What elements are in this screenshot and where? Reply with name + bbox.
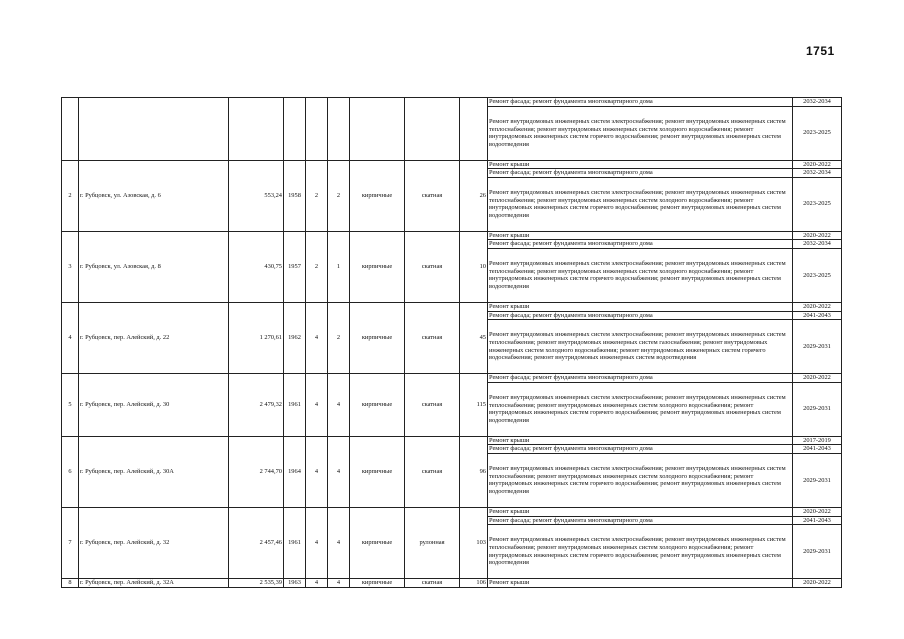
row-number: 4 — [62, 302, 79, 373]
wall-material-cell: кирпичные — [350, 160, 405, 231]
period-cell: 2023-2025 — [793, 248, 842, 302]
floors-cell: 4 — [306, 374, 328, 437]
roof-type-cell: рулонная — [405, 507, 460, 578]
period-cell: 2023-2025 — [793, 106, 842, 160]
work-type-cell: Ремонт крыши — [488, 579, 793, 588]
table-row — [62, 507, 842, 516]
period-cell: 2029-2031 — [793, 525, 842, 579]
period-cell: 2041-2043 — [793, 445, 842, 454]
address-cell: г. Рубцовск, пер. Алейский, д. 30А — [79, 436, 229, 507]
period-cell: 2032-2034 — [793, 240, 842, 249]
entrances-cell: 4 — [328, 507, 350, 578]
area-cell: 2 457,46 — [229, 507, 284, 578]
apartments-cell: 96 — [460, 436, 488, 507]
floors-cell: 4 — [306, 579, 328, 588]
period-cell: 2041-2043 — [793, 516, 842, 525]
apartments-cell: 106 — [460, 579, 488, 588]
floors-cell: 2 — [306, 160, 328, 231]
period-cell: 2029-2031 — [793, 453, 842, 507]
address-cell: г. Рубцовск, пер. Алейский, д. 32А — [79, 579, 229, 588]
work-type-cell: Ремонт внутридомовых инженерных систем электроснабжения; ремонт внутридомовых инженерных систем теплоснабжения; ремонт внутридомовых инженерных систем холодного водоснабжения; ремонт внутридомовых инженерных систем горячего водоснабжения; ремонт внутридомовых инженерных систем водоотведения — [488, 106, 793, 160]
row-number: 8 — [62, 579, 79, 588]
address-cell: г. Рубцовск, пер. Алейский, д. 30 — [79, 374, 229, 437]
row-number: 6 — [62, 436, 79, 507]
row-number — [62, 98, 79, 161]
period-cell: 2023-2025 — [793, 177, 842, 231]
period-cell: 2020-2022 — [793, 374, 842, 383]
work-type-cell: Ремонт внутридомовых инженерных систем электроснабжения; ремонт внутридомовых инженерных систем теплоснабжения; ремонт внутридомовых инженерных систем холодного водоснабжения; ремонт внутридомовых инженерных систем горячего водоснабжения; ремонт внутридомовых инженерных систем водоотведения — [488, 525, 793, 579]
schedule-body — [62, 98, 842, 588]
year-cell: 1961 — [284, 507, 306, 578]
area-cell: 2 535,39 — [229, 579, 284, 588]
work-type-cell: Ремонт внутридомовых инженерных систем электроснабжения; ремонт внутридомовых инженерных систем теплоснабжения; ремонт внутридомовых инженерных систем газоснабжения; ремонт внутридомовых инженерных систем холодного водоснабжения; ремонт внутридомовых инженерных систем горячего водоснабжения; ремонт внутридомовых инженерных систем водоотведения — [488, 320, 793, 374]
wall-material-cell: кирпичные — [350, 374, 405, 437]
entrances-cell: 4 — [328, 374, 350, 437]
period-cell: 2017-2019 — [793, 436, 842, 445]
table-row — [62, 98, 842, 107]
entrances-cell — [328, 98, 350, 161]
row-number: 7 — [62, 507, 79, 578]
address-cell: г. Рубцовск, пер. Алейский, д. 22 — [79, 302, 229, 373]
work-type-cell: Ремонт фасада; ремонт фундамента многоквартирного дома — [488, 374, 793, 383]
wall-material-cell: кирпичные — [350, 231, 405, 302]
entrances-cell: 2 — [328, 160, 350, 231]
work-type-cell: Ремонт крыши — [488, 302, 793, 311]
row-number: 2 — [62, 160, 79, 231]
table-row — [62, 374, 842, 383]
roof-type-cell — [405, 98, 460, 161]
roof-type-cell: скатная — [405, 436, 460, 507]
apartments-cell: 103 — [460, 507, 488, 578]
period-cell: 2020-2022 — [793, 302, 842, 311]
period-cell: 2020-2022 — [793, 160, 842, 169]
work-type-cell: Ремонт крыши — [488, 507, 793, 516]
apartments-cell: 45 — [460, 302, 488, 373]
work-type-cell: Ремонт фасада; ремонт фундамента многоквартирного дома — [488, 311, 793, 320]
wall-material-cell: кирпичные — [350, 302, 405, 373]
wall-material-cell — [350, 98, 405, 161]
entrances-cell: 4 — [328, 579, 350, 588]
work-type-cell: Ремонт крыши — [488, 160, 793, 169]
work-type-cell: Ремонт крыши — [488, 436, 793, 445]
year-cell: 1961 — [284, 374, 306, 437]
period-cell: 2020-2022 — [793, 507, 842, 516]
period-cell: 2032-2034 — [793, 169, 842, 178]
apartments-cell: 115 — [460, 374, 488, 437]
year-cell: 1963 — [284, 579, 306, 588]
apartments-cell: 10 — [460, 231, 488, 302]
entrances-cell: 2 — [328, 302, 350, 373]
year-cell: 1958 — [284, 160, 306, 231]
area-cell: 553,24 — [229, 160, 284, 231]
period-cell: 2029-2031 — [793, 320, 842, 374]
floors-cell: 4 — [306, 507, 328, 578]
work-type-cell: Ремонт фасада; ремонт фундамента многоквартирного дома — [488, 169, 793, 178]
roof-type-cell: скатная — [405, 302, 460, 373]
area-cell: 2 479,32 — [229, 374, 284, 437]
address-cell: г. Рубцовск, ул. Азовская, д. 8 — [79, 231, 229, 302]
floors-cell: 2 — [306, 231, 328, 302]
page-number: 1751 — [806, 44, 835, 58]
table-row — [62, 302, 842, 311]
apartments-cell — [460, 98, 488, 161]
area-cell: 1 270,61 — [229, 302, 284, 373]
area-cell: 2 744,70 — [229, 436, 284, 507]
roof-type-cell: скатная — [405, 231, 460, 302]
address-cell — [79, 98, 229, 161]
floors-cell: 4 — [306, 302, 328, 373]
address-cell: г. Рубцовск, пер. Алейский, д. 32 — [79, 507, 229, 578]
period-cell: 2020-2022 — [793, 231, 842, 240]
address-cell: г. Рубцовск, ул. Азовская, д. 6 — [79, 160, 229, 231]
work-type-cell: Ремонт фасада; ремонт фундамента многоквартирного дома — [488, 98, 793, 107]
year-cell: 1962 — [284, 302, 306, 373]
entrances-cell: 1 — [328, 231, 350, 302]
work-type-cell: Ремонт фасада; ремонт фундамента многоквартирного дома — [488, 240, 793, 249]
table-row — [62, 436, 842, 445]
wall-material-cell: кирпичные — [350, 507, 405, 578]
row-number: 5 — [62, 374, 79, 437]
work-type-cell: Ремонт внутридомовых инженерных систем электроснабжения; ремонт внутридомовых инженерных систем теплоснабжения; ремонт внутридомовых инженерных систем холодного водоснабжения; ремонт внутридомовых инженерных систем горячего водоснабжения; ремонт внутридомовых инженерных систем водоотведения — [488, 248, 793, 302]
period-cell: 2041-2043 — [793, 311, 842, 320]
apartments-cell: 26 — [460, 160, 488, 231]
roof-type-cell: скатная — [405, 374, 460, 437]
work-type-cell: Ремонт фасада; ремонт фундамента многоквартирного дома — [488, 516, 793, 525]
work-type-cell: Ремонт фасада; ремонт фундамента многоквартирного дома — [488, 445, 793, 454]
area-cell: 430,75 — [229, 231, 284, 302]
area-cell — [229, 98, 284, 161]
work-type-cell: Ремонт внутридомовых инженерных систем электроснабжения; ремонт внутридомовых инженерных систем теплоснабжения; ремонт внутридомовых инженерных систем холодного водоснабжения; ремонт внутридомовых инженерных систем горячего водоснабжения; ремонт внутридомовых инженерных систем водоотведения — [488, 177, 793, 231]
wall-material-cell: кирпичные — [350, 436, 405, 507]
year-cell: 1964 — [284, 436, 306, 507]
roof-type-cell: скатная — [405, 160, 460, 231]
roof-type-cell: скатная — [405, 579, 460, 588]
repair-schedule-table — [61, 97, 842, 588]
year-cell: 1957 — [284, 231, 306, 302]
work-type-cell: Ремонт внутридомовых инженерных систем электроснабжения; ремонт внутридомовых инженерных систем теплоснабжения; ремонт внутридомовых инженерных систем холодного водоснабжения; ремонт внутридомовых инженерных систем горячего водоснабжения; ремонт внутридомовых инженерных систем водоотведения — [488, 382, 793, 436]
year-cell — [284, 98, 306, 161]
period-cell: 2029-2031 — [793, 382, 842, 436]
work-type-cell: Ремонт крыши — [488, 231, 793, 240]
entrances-cell: 4 — [328, 436, 350, 507]
work-type-cell: Ремонт внутридомовых инженерных систем электроснабжения; ремонт внутридомовых инженерных систем теплоснабжения; ремонт внутридомовых инженерных систем холодного водоснабжения; ремонт внутридомовых инженерных систем горячего водоснабжения; ремонт внутридомовых инженерных систем водоотведения — [488, 453, 793, 507]
period-cell: 2032-2034 — [793, 98, 842, 107]
floors-cell — [306, 98, 328, 161]
row-number: 3 — [62, 231, 79, 302]
wall-material-cell: кирпичные — [350, 579, 405, 588]
period-cell: 2020-2022 — [793, 579, 842, 588]
floors-cell: 4 — [306, 436, 328, 507]
table-row — [62, 231, 842, 240]
table-row — [62, 160, 842, 169]
table-row — [62, 579, 842, 588]
